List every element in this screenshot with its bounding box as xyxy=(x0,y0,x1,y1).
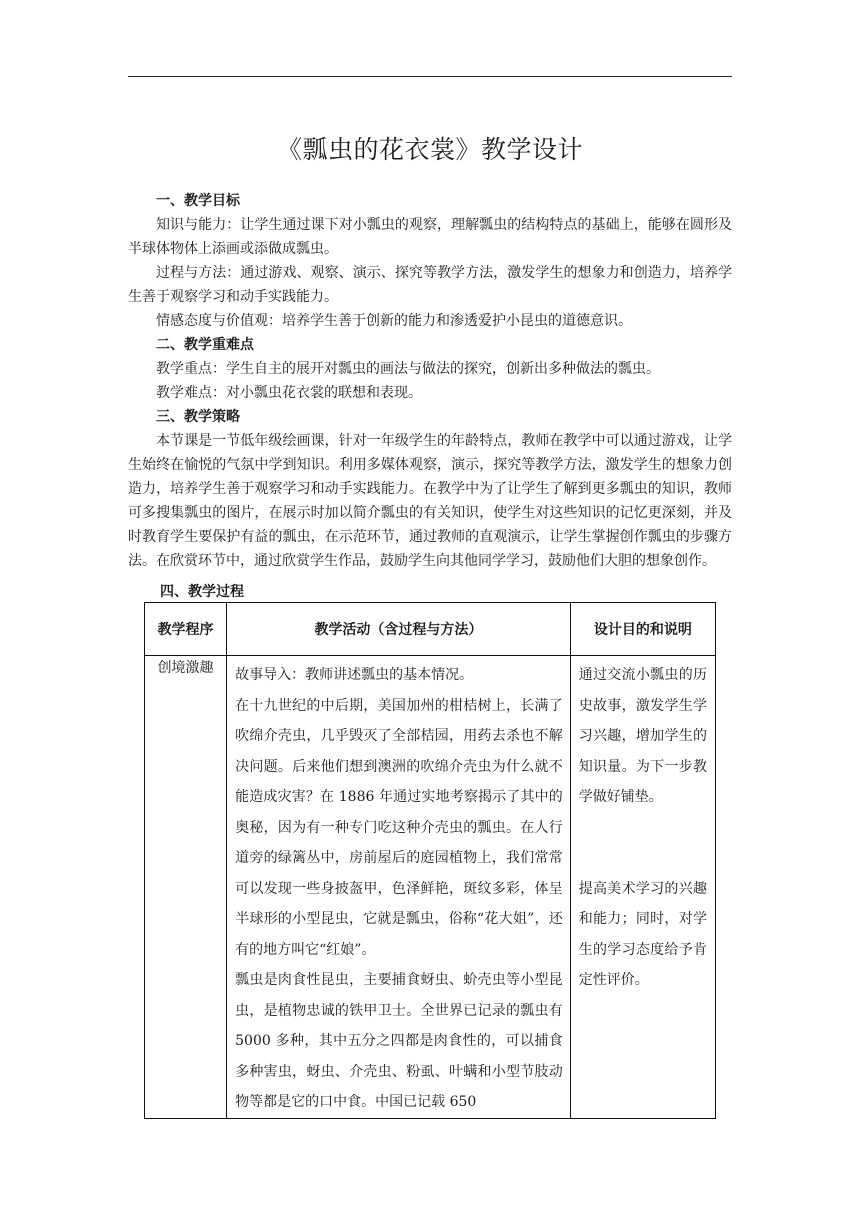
purpose-first: 通过交流小瓢虫的历史故事，激发学生学习兴趣，增加学生的知识量。为下一步教学做好铺垫。 xyxy=(578,667,707,805)
paragraph-knowledge-ability: 知识与能力：让学生通过课下对小瓢虫的观察，理解瓢虫的结构特点的基础上，能够在圆形及半球体物体上添画或添做成瓢虫。 xyxy=(128,217,732,257)
activity-facts: 瓢虫是肉食性昆虫，主要捕食蚜虫、蚧壳虫等小型昆虫，是植物忠诚的铁甲卫士。全世界已记录的瓢虫有 5000 多种，其中五分之四都是肉食性的，可以捕食多种害虫，蚜虫、介壳虫、粉虱、叶螨和小型节肢动物等都是它的口中食。中国已记载 650 xyxy=(235,972,563,1110)
section-heading-objectives: 一、教学目标 xyxy=(156,193,240,209)
paragraph-emotion-values: 情感态度与价值观：培养学生善于创新的能力和渗透爱护小昆虫的道德意识。 xyxy=(156,313,632,329)
teaching-process-table xyxy=(144,602,716,1119)
activity-intro: 故事导入：教师讲述瓢虫的基本情况。 xyxy=(235,667,474,683)
table-header-row xyxy=(145,603,716,656)
stage-cell: 创境激趣 xyxy=(145,656,227,1119)
document-title: 《瓢虫的花衣裳》教学设计 xyxy=(276,135,583,164)
header-activity: 教学活动（含过程与方法） xyxy=(227,603,571,656)
purpose-second: 提高美术学习的兴趣和能力；同时，对学生的学习态度给予肯定性评价。 xyxy=(578,880,707,988)
section-heading-strategy: 三、教学策略 xyxy=(156,409,240,425)
header-stage: 教学程序 xyxy=(145,603,227,656)
activity-cell xyxy=(227,656,571,1119)
section-heading-key-points: 二、教学重难点 xyxy=(156,337,254,353)
paragraph-process-method: 过程与方法：通过游戏、观察、演示、探究等教学方法，激发学生的想象力和创造力，培养学生善于观察学习和动手实践能力。 xyxy=(128,265,732,305)
document-body xyxy=(128,189,732,573)
activity-story: 在十九世纪的中后期，美国加州的柑桔树上，长满了吹绵介壳虫，几乎毁灭了全部桔园，用药去杀也不解决问题。后来他们想到澳洲的吹绵介壳虫为什么就不能造成灾害？在 1886 年通过实地考察揭示了其中的奥秘，因为有一种专门吃这种介壳虫的瓢虫。在人行道旁的绿篱丛中，房前屋后的庭园植物上，我们常常可以发现一些身披盔甲，色泽鲜艳，斑纹多彩，体呈半球形的小型昆虫，它就是瓢虫，俗称“花大姐”，还有的地方叫它“红娘”。 xyxy=(235,697,563,958)
paragraph-key-point: 教学重点：学生自主的展开对瓢虫的画法与做法的探究，创新出多种做法的瓢虫。 xyxy=(156,361,660,377)
page-header-rule xyxy=(128,76,732,77)
table-row xyxy=(145,656,716,1119)
purpose-cell xyxy=(570,656,715,1119)
section-heading-process: 四、教学过程 xyxy=(160,584,244,600)
paragraph-difficult-point: 教学难点：对小瓢虫花衣裳的联想和表现。 xyxy=(156,385,422,401)
header-purpose: 设计目的和说明 xyxy=(570,603,715,656)
paragraph-strategy: 本节课是一节低年级绘画课，针对一年级学生的年龄特点，教师在教学中可以通过游戏，让学生始终在愉悦的气氛中学到知识。利用多媒体观察，演示，探究等教学方法，激发学生的想象力创造力，培养学生善于观察学习和动手实践能力。在教学中为了让学生了解到更多瓢虫的知识，教师可多搜集瓢虫的图片，在展示时加以简介瓢虫的有关知识，使学生对这些知识的记忆更深刻，并及时教育学生要保护有益的瓢虫，在示范环节，通过教师的直观演示，让学生掌握创作瓢虫的步骤方法。在欣赏环节中，通过欣赏学生作品，鼓励学生向其他同学学习，鼓励他们大胆的想象创作。 xyxy=(128,433,732,569)
